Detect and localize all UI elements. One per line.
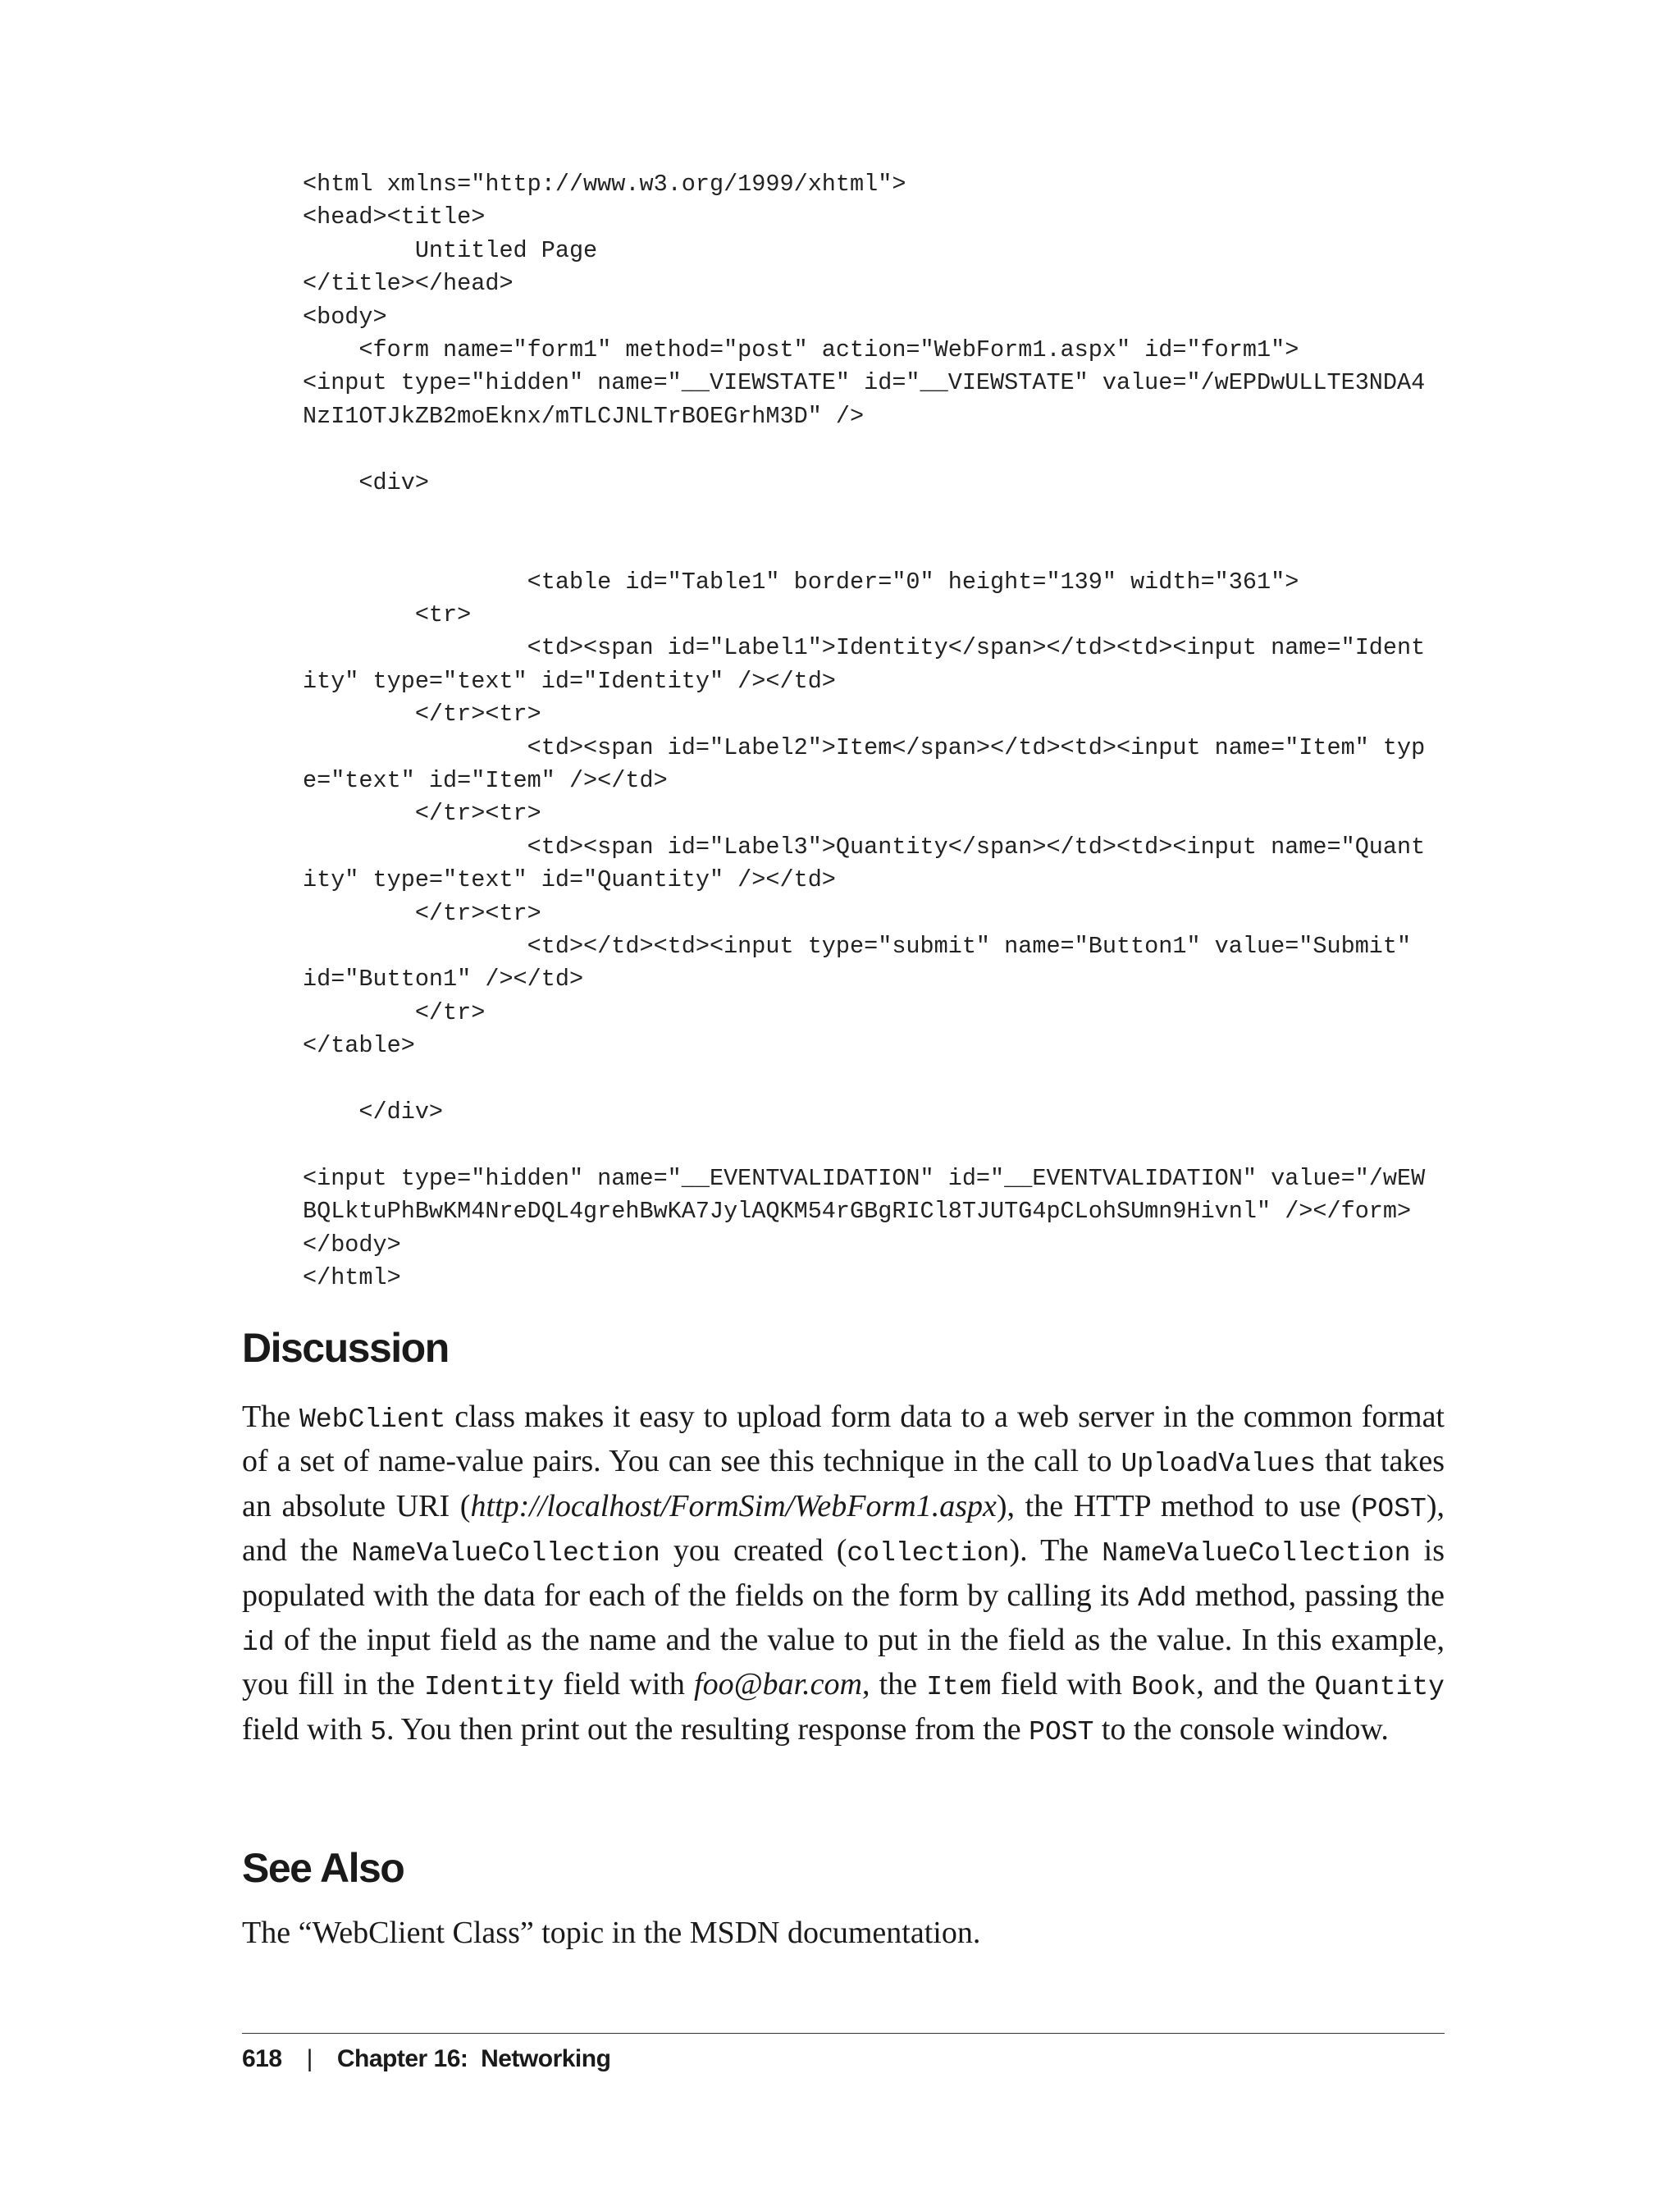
code-line: <td></td><td><input type="submit" name="Button1" value="Submit" <box>303 932 1412 960</box>
inline-code: Quantity <box>1314 1672 1445 1703</box>
inline-code: Book <box>1131 1672 1197 1703</box>
code-line <box>303 433 1451 466</box>
code-line: id="Button1" /></td> <box>303 966 584 993</box>
code-line: <form name="form1" method="post" action="WebForm1.aspx" id="form1"> <box>303 336 1299 363</box>
code-line: <html xmlns="http://www.w3.org/1999/xhtml"> <box>303 171 906 198</box>
text-run: field with <box>554 1667 695 1702</box>
text-run: is populated with the data for each of the fields on the form by calling its <box>242 1533 1445 1613</box>
code-line: <td><span id="Label2">Item</span></td><td><input name="Item" typ <box>303 733 1426 761</box>
inline-code: Add <box>1138 1583 1187 1614</box>
code-line: </title></head> <box>303 270 514 298</box>
footer-separator: | <box>306 2045 313 2072</box>
text-run: that takes an absolute URI ( <box>242 1444 1445 1523</box>
code-listing <box>303 168 1451 1295</box>
code-line <box>303 1063 1451 1096</box>
text-run: class makes it easy to upload form data to a web server in the common format of a set of name-value pairs. You can see this technique in the call to <box>242 1400 1445 1479</box>
inline-code: UploadValues <box>1121 1449 1317 1480</box>
inline-code: NameValueCollection <box>351 1538 660 1569</box>
code-line: <input type="hidden" name="__VIEWSTATE" id="__VIEWSTATE" value="/wEPDwULLTE3NDA4 <box>303 369 1426 397</box>
code-line: </tr><tr> <box>303 899 541 927</box>
discussion-heading: Discussion <box>242 1325 449 1371</box>
page-number: 618 <box>242 2045 282 2072</box>
code-line <box>303 1129 1451 1162</box>
code-line: </html> <box>303 1263 401 1291</box>
code-line: <body> <box>303 303 387 331</box>
text-run: field with <box>991 1667 1132 1702</box>
text-run: , the <box>861 1667 927 1702</box>
text-run: ). The <box>1009 1533 1102 1569</box>
inline-code: NameValueCollection <box>1102 1538 1411 1569</box>
code-line: </table> <box>303 1032 415 1060</box>
text-run: . You then print out the resulting response from the <box>386 1711 1029 1747</box>
text-run: ), and the <box>242 1488 1445 1569</box>
code-line: <head><title> <box>303 203 486 231</box>
code-line: </tr> <box>303 998 486 1026</box>
code-line: </body> <box>303 1231 401 1258</box>
code-line: </div> <box>303 1098 444 1126</box>
inline-code: Item <box>926 1672 992 1703</box>
inline-code: POST <box>1029 1716 1094 1747</box>
inline-code: 5 <box>370 1716 387 1747</box>
inline-code: collection <box>847 1538 1010 1569</box>
code-line: </tr><tr> <box>303 701 541 728</box>
text-run: The <box>242 1400 300 1434</box>
code-line: <td><span id="Label3">Quantity</span></td><td><input name="Quant <box>303 833 1426 861</box>
text-run: to the console window. <box>1093 1711 1389 1747</box>
text-run: ), the HTTP method to use ( <box>996 1488 1362 1523</box>
inline-italic: foo@bar.com <box>694 1667 862 1702</box>
inline-code: WebClient <box>299 1404 446 1435</box>
inline-italic: http://localhost/FormSim/WebForm1.aspx <box>470 1488 997 1523</box>
code-line: Untitled Page <box>303 236 598 264</box>
footer-rule <box>242 2033 1445 2034</box>
page-footer <box>242 2043 610 2076</box>
code-line: NzI1OTJkZB2moEknx/mTLCJNLTrBOEGrhM3D" /> <box>303 402 865 430</box>
inline-code: POST <box>1361 1493 1427 1524</box>
text-run: method, passing the <box>1186 1578 1445 1613</box>
see-also-heading: See Also <box>242 1845 404 1891</box>
code-line: ity" type="text" id="Identity" /></td> <box>303 667 836 695</box>
inline-code: Identity <box>423 1672 555 1703</box>
code-line: <input type="hidden" name="__EVENTVALIDATION" id="__EVENTVALIDATION" value="/wEW <box>303 1164 1426 1192</box>
code-line: <tr> <box>303 601 472 629</box>
inline-code: id <box>242 1628 275 1659</box>
code-line: <div> <box>303 468 429 496</box>
text-run: of the input field as the name and the value to put in the field as the value. In this example, you fill in the <box>242 1623 1445 1702</box>
code-line: <table id="Table1" border="0" height="139" width="361"> <box>303 568 1299 596</box>
code-line: e="text" id="Item" /></td> <box>303 767 668 795</box>
chapter-title: Chapter 16: Networking <box>336 2045 611 2072</box>
discussion-paragraph <box>242 1396 1445 1753</box>
code-line: </tr><tr> <box>303 800 541 828</box>
code-line: <td><span id="Label1">Identity</span></td><td><input name="Ident <box>303 634 1426 662</box>
text-run: field with <box>242 1711 371 1747</box>
code-line: ity" type="text" id="Quantity" /></td> <box>303 866 836 894</box>
code-line: BQLktuPhBwKM4NreDQL4grehBwKA7JylAQKM54rGBgRICl8TJUTG4pCLohSUmn9Hivnl" /></form> <box>303 1198 1412 1226</box>
text-run: , and the <box>1196 1667 1315 1702</box>
see-also-paragraph: The “WebClient Class” topic in the MSDN documentation. <box>242 1916 981 1950</box>
text-run: you created ( <box>660 1533 847 1569</box>
code-line <box>303 532 1451 565</box>
code-line <box>303 500 1451 532</box>
